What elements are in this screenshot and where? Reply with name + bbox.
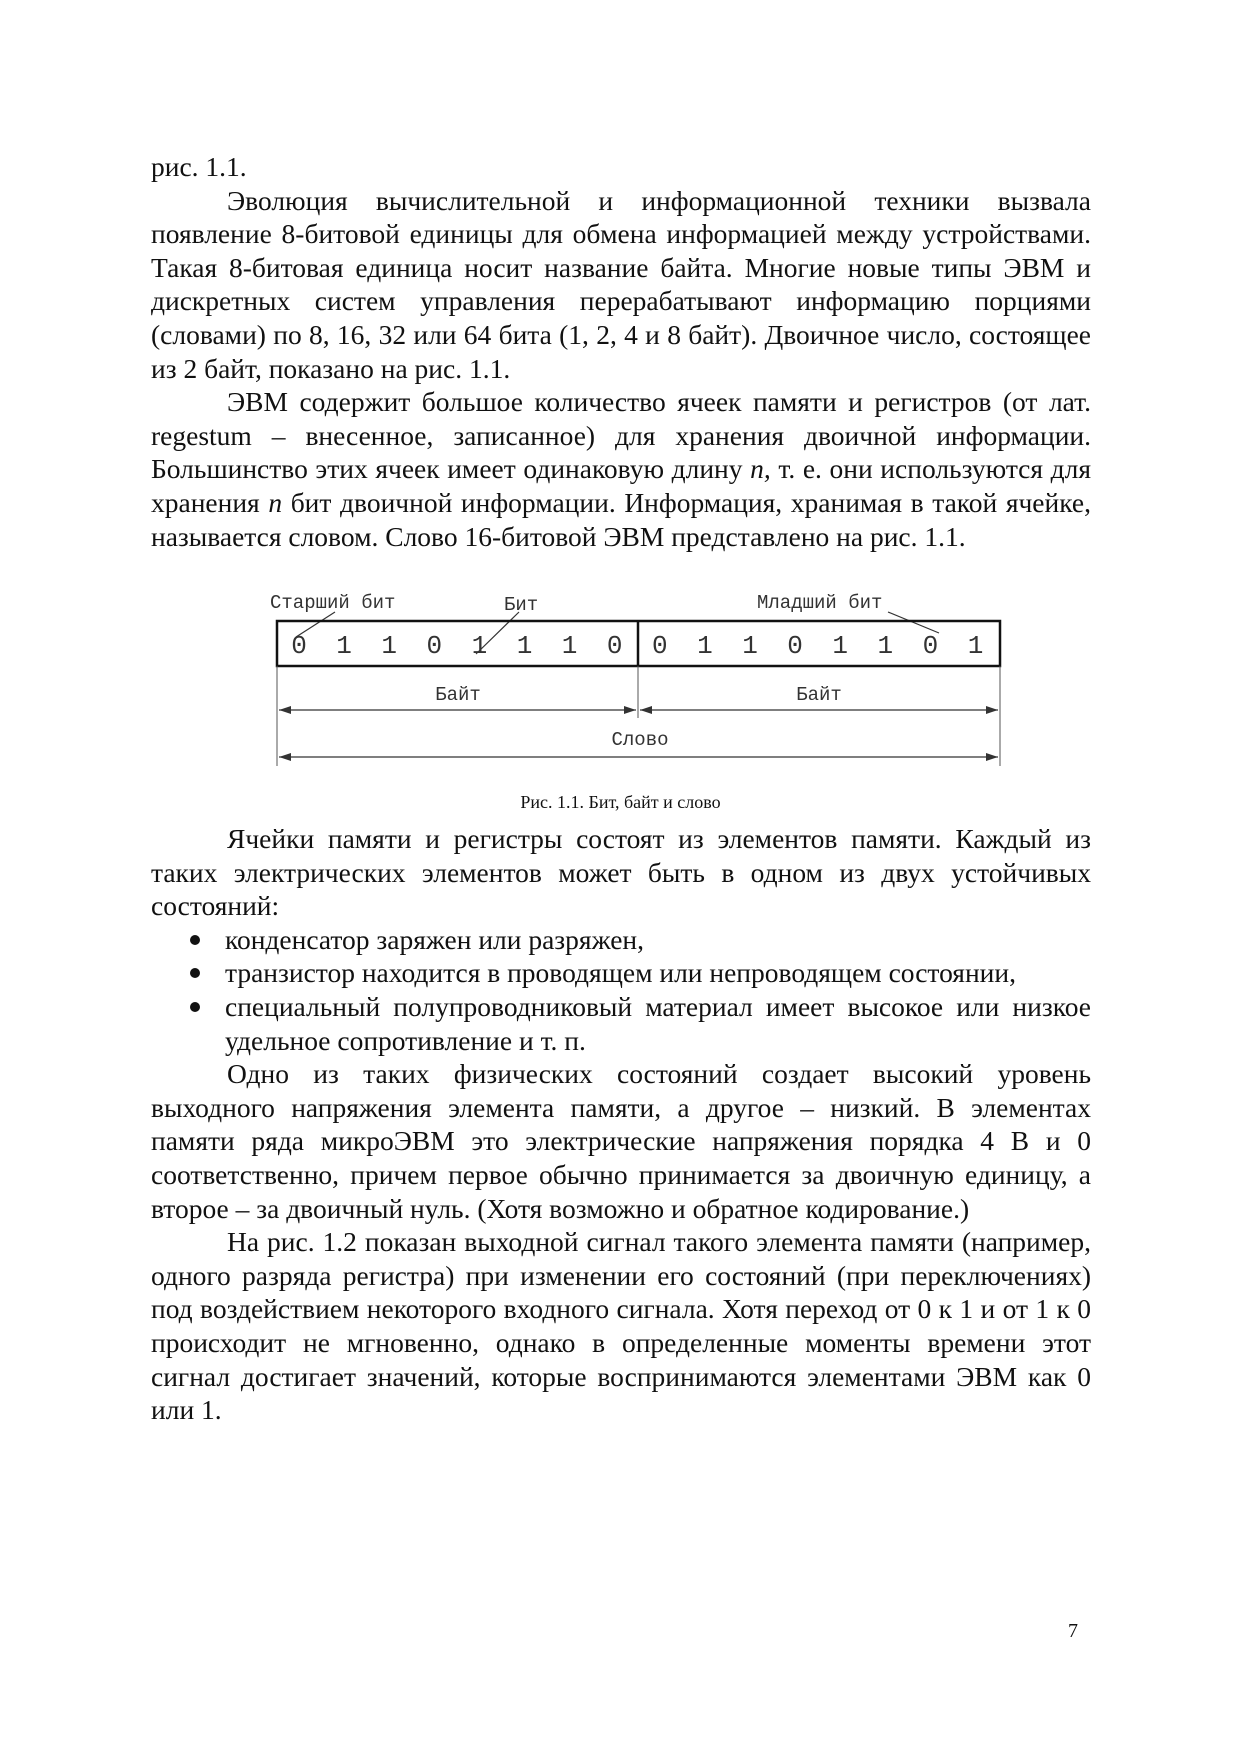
label-lsb: Младший бит: [757, 592, 883, 614]
bit-byte-word-figure: [0, 0, 1241, 790]
paragraph-fragment: рис. 1.1.: [151, 151, 247, 182]
figure-caption: Рис. 1.1. Бит, байт и слово: [520, 792, 721, 812]
label-msb: Старший бит: [270, 592, 396, 614]
bullet-icon: [190, 1002, 200, 1012]
arrowhead: [986, 753, 998, 761]
arrowhead: [640, 706, 652, 714]
text-block-bottom: [151, 822, 1091, 1427]
paragraph-voltage: Одно из таких физических состояний создает высокий уровень выходного напряжения элемента памяти, а другое – низкий. В элементах памяти ряда микроЭВМ это электрические напряжения порядка 4 В и 0 соответственно, причем первое обычно принимается за двоичную единицу, а второе – за двоичный нуль. (Хотя возможно и обратное кодирование.): [151, 1058, 1091, 1224]
arrowhead: [624, 706, 636, 714]
arrowhead: [279, 706, 291, 714]
bit-digit: 1: [697, 631, 713, 661]
page-number: 7: [1068, 1620, 1078, 1642]
byte-label-right: Байт: [796, 684, 842, 706]
paragraph-signal: На рис. 1.2 показан выходной сигнал такого элемента памяти (например, одного разряда регистра) при изменении его состояний (при переключениях) под воздействием некоторого входного сигнала. Хотя переход от 0 к 1 и от 1 к 0 происходит не мгновенно, однако в определенные моменты времени этот сигнал достигает значений, которые воспринимаются элементами ЭВМ как 0 или 1.: [151, 1226, 1091, 1426]
bit-digit: 1: [967, 631, 984, 661]
label-bit: Бит: [504, 594, 539, 616]
bit-digit: 1: [516, 631, 533, 661]
bullet-icon: [190, 968, 200, 978]
arrowhead: [279, 753, 291, 761]
bit-digit: 0: [922, 631, 939, 661]
byte-label-left: Байт: [435, 684, 481, 706]
paragraph-text: бит двоичной информации. Информация, хранимая в такой ячейке, называется словом. Слово 16-битовой ЭВМ представлено на рис. 1.1.: [151, 486, 1091, 552]
bit-digit: 1: [471, 631, 488, 661]
bit-digit: 0: [291, 631, 307, 661]
list-item-text: конденсатор заряжен или разряжен,: [225, 923, 644, 955]
list-item-text: транзистор находится в проводящем или непроводящем состоянии,: [225, 957, 1016, 989]
list-item: [151, 956, 1091, 990]
list-item: [151, 923, 1091, 957]
paragraph-evolution: Эволюция вычислительной и информационной техники вызвала появление 8-битовой единицы для обмена информацией между устройствами. Такая 8-битовая единица носит название байта. Многие новые типы ЭВМ и дискретных систем управления перерабатывают информацию порциями (словами) по 8, 16, 32 или 64 бита (1, 2, 4 и 8 байт). Двоичное число, состоящее из 2 байт, показано на рис. 1.1.: [151, 184, 1091, 384]
bit-digit: 0: [606, 631, 623, 661]
bit-digit: 1: [877, 631, 894, 661]
paragraph-elements: Ячейки памяти и регистры состоят из элементов памяти. Каждый из таких электрических элементов может быть в одном из двух устойчивых состояний:: [151, 823, 1091, 922]
italic-n: n,: [750, 453, 771, 485]
list-item: [151, 990, 1091, 1057]
bit-digit: 0: [651, 631, 668, 661]
bit-digit: 1: [561, 631, 578, 661]
bit-digit: 1: [336, 631, 352, 661]
leader-lsb: [888, 612, 939, 633]
bit-digit: 1: [832, 631, 849, 661]
bullet-icon: [190, 935, 200, 945]
list-item-text: специальный полупроводниковый материал имеет высокое или низкое удельное сопротивление и т. п.: [225, 990, 1091, 1056]
bit-digit: 1: [742, 631, 758, 661]
paragraph-text: т. е. они используются для хранения: [151, 453, 1092, 518]
italic-n: n: [268, 486, 283, 518]
arrowhead: [986, 706, 998, 714]
paragraph-text: ЭВМ содержит большое количество ячеек памяти и регистров (от лат. regestum – внесенное, записанное) для хранения двоичной информации. Большинство этих ячеек имеет одинаковую длину: [151, 386, 1091, 485]
bit-digit: 0: [426, 631, 443, 661]
bit-digit: 0: [787, 631, 803, 661]
states-list: [151, 923, 1091, 1057]
word-label: Слово: [611, 729, 669, 751]
bit-digit: 1: [381, 631, 398, 661]
